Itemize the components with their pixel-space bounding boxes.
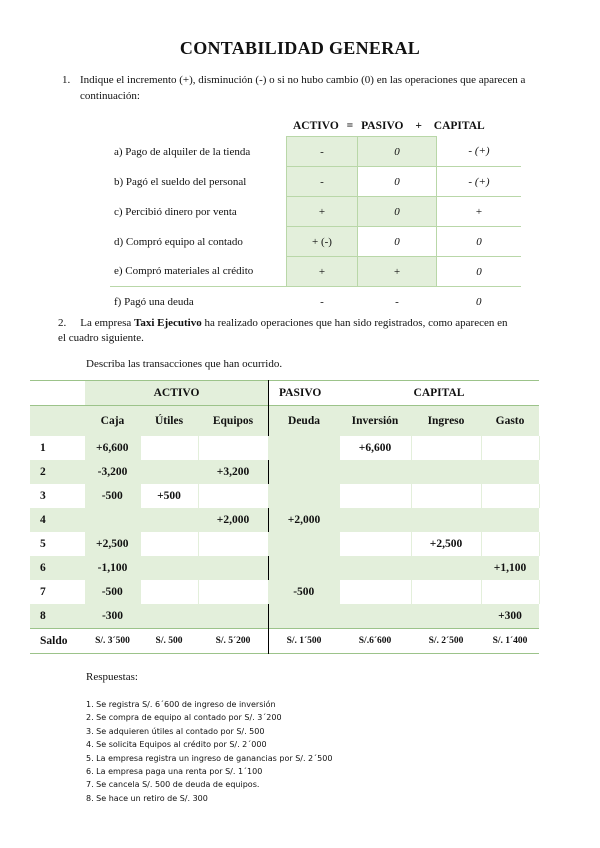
transactions-table [30,380,540,654]
table-cell: +1,100 [493,562,527,574]
transaction-label: b) Pagó el sueldo del personal [114,175,247,188]
table-cell [481,532,539,556]
equation-row [110,287,521,317]
table-cell: -500 [85,580,140,604]
header-activo: ACTIVO [293,120,339,132]
table-cell: +500 [140,484,198,508]
table-cell [411,604,481,629]
table-cell [140,532,198,556]
table-cell: -3,200 [97,466,128,478]
table-cell: +2,500 [85,532,140,556]
table-cell [339,580,411,604]
equation-row [110,197,521,227]
column-header-empty [30,406,85,437]
group-header-row [30,381,539,406]
answer-item: 3. Se adquieren útiles al contado por S/. 500 [86,726,265,736]
row-label: 1 [40,442,46,454]
table-cell [481,580,539,604]
equation-row [110,137,521,167]
question-1-number: 1. [62,74,71,86]
table-cell [269,532,340,556]
table-cell [198,556,269,580]
table-cell: -300 [101,610,124,622]
table-cell [140,508,198,532]
pasivo-cell: - [395,295,399,308]
saldo-cell: S/. 1´400 [492,636,528,646]
capital-cell: + [437,197,522,227]
transaction-label: c) Percibió dinero por venta [114,205,237,218]
table-cell [481,508,539,532]
pasivo-cell: 0 [358,227,437,257]
page-title: CONTABILIDAD GENERAL [179,38,421,58]
table-cell [85,508,140,532]
answer-item: 8. Se hace un retiro de S/. 300 [86,793,208,803]
describe-instruction: Describa las transacciones que han ocurrido. [86,358,283,370]
answer-item: 1. Se registra S/. 6´600 de ingreso de inversión [86,700,276,709]
table-cell [339,508,411,532]
table-cell: +2,000 [216,514,250,526]
table-cell [198,484,269,508]
table-cell: +3,200 [216,466,250,478]
table-cell [339,532,411,556]
table-cell: -500 [269,580,340,604]
activo-cell: + [287,197,358,227]
saldo-cell: S/. 3´500 [95,636,130,646]
table-cell [140,436,198,460]
company-name: Taxi Ejecutivo [134,317,202,329]
table-row [30,556,539,580]
equation-row [110,167,521,197]
table-cell [411,436,481,460]
table-cell [140,460,198,484]
column-header-3: Deuda [269,406,340,437]
column-header-5: Ingreso [427,415,465,427]
equation-row [110,227,521,257]
table-cell [411,580,481,604]
pasivo-cell: 0 [358,137,437,167]
saldo-row [30,629,539,654]
table-cell [481,484,539,508]
column-header-0: Caja [100,415,125,427]
capital-cell: - (+) [437,137,522,167]
answer-item: 5. La empresa registra un ingreso de ganancias por S/. 2´500 [86,753,333,763]
table-cell [269,604,340,629]
answer-item: 6. La empresa paga una renta por S/. 1´100 [86,767,263,777]
table-cell [140,604,198,629]
answer-item: 4. Se solicita Equipos al crédito por S/. 2´000 [86,740,267,750]
table-cell [411,556,481,580]
pasivo-cell: 0 [358,197,437,227]
table-cell [269,556,340,580]
corner-cell [30,381,85,406]
table-row [30,604,539,629]
row-label: 4 [40,514,46,526]
row-label: 3 [40,490,46,502]
question-1 [62,72,532,104]
row-label: 8 [40,610,46,622]
table-cell [411,484,481,508]
table-cell [481,460,539,484]
column-header-1: Útiles [154,415,184,427]
table-cell: -1,100 [97,562,128,574]
table-cell: +2,000 [269,508,340,532]
question-2-number: 2. [58,317,67,329]
activo-cell: + (-) [287,227,358,257]
table-cell [411,508,481,532]
table-cell [198,436,269,460]
activo-cell: - [287,137,358,167]
row-label: 2 [40,466,46,478]
row-label: 5 [40,538,46,550]
saldo-cell: S/. 2´500 [428,636,464,646]
answers-list [86,698,332,805]
saldo-label: Saldo [40,635,68,647]
answers-title: Respuestas: [86,671,138,683]
activo-cell: + [287,257,358,287]
table-cell [269,460,340,484]
capital-cell: - (+) [437,167,522,197]
row-label: 7 [40,586,46,598]
header-capital: CAPITAL [433,120,485,132]
table-row [30,508,539,532]
group-capital: CAPITAL [413,387,465,399]
column-header-row [30,406,539,437]
table-cell [198,604,269,629]
header-pasivo: PASIVO [361,120,404,132]
answer-item: 2. Se compra de equipo al contado por S/. 3´200 [86,713,282,723]
question-2 [58,316,518,346]
table-row [30,460,539,484]
group-pasivo: PASIVO [269,381,340,406]
capital-cell: 0 [476,295,482,308]
row-label: 6 [40,562,46,574]
table-cell [198,580,269,604]
table-cell: +300 [498,610,522,622]
answer-item: 7. Se cancela S/. 500 de deuda de equipos. [86,780,260,790]
question-1-text: Indique el incremento (+), disminución (-) o si no hubo cambio (0) en las operaciones que aparecen a continuación: [80,74,526,102]
table-row [30,532,539,556]
saldo-cell: S/. 5´200 [215,636,251,646]
activo-cell: - [320,295,324,308]
column-header-6: Gasto [495,415,525,427]
table-cell [140,556,198,580]
equation-table [110,136,521,316]
question-2-text-before: La empresa [80,317,134,329]
question-2-text-after: ha realizado operaciones que han sido registrados, como aparecen en el cuadro siguiente. [58,317,508,344]
transaction-label: d) Compró equipo al contado [114,235,243,248]
capital-cell: 0 [437,257,522,287]
saldo-cell: S/.6´600 [358,636,392,646]
equation-header [293,120,485,132]
table-cell [339,484,411,508]
equation-row [110,257,521,287]
saldo-cell: S/. 1´500 [269,629,340,654]
table-cell [269,436,340,460]
table-cell [269,484,340,508]
activo-cell: - [287,167,358,197]
table-cell: +6,600 [339,436,411,460]
transaction-label: f) Pagó una deuda [114,295,194,308]
transaction-label: a) Pago de alquiler de la tienda [114,145,251,158]
capital-cell: 0 [437,227,522,257]
transaction-label: e) Compró materiales al crédito [114,265,254,278]
table-cell [339,556,411,580]
table-cell [411,460,481,484]
header-equals: = [346,120,354,132]
table-cell: +6,600 [85,436,140,460]
table-row [30,580,539,604]
table-row [30,484,539,508]
table-row [30,436,539,460]
table-cell [140,580,198,604]
table-cell: -500 [85,484,140,508]
pasivo-cell: + [358,257,437,287]
column-header-2: Equipos [212,415,254,427]
table-cell [339,460,411,484]
table-cell: +2,500 [411,532,481,556]
group-activo: ACTIVO [85,381,269,406]
column-header-4: Inversión [351,415,399,427]
table-cell [198,532,269,556]
header-plus: + [415,120,422,132]
table-cell [481,436,539,460]
pasivo-cell: 0 [358,167,437,197]
table-cell [339,604,411,629]
saldo-cell: S/. 500 [155,636,183,646]
